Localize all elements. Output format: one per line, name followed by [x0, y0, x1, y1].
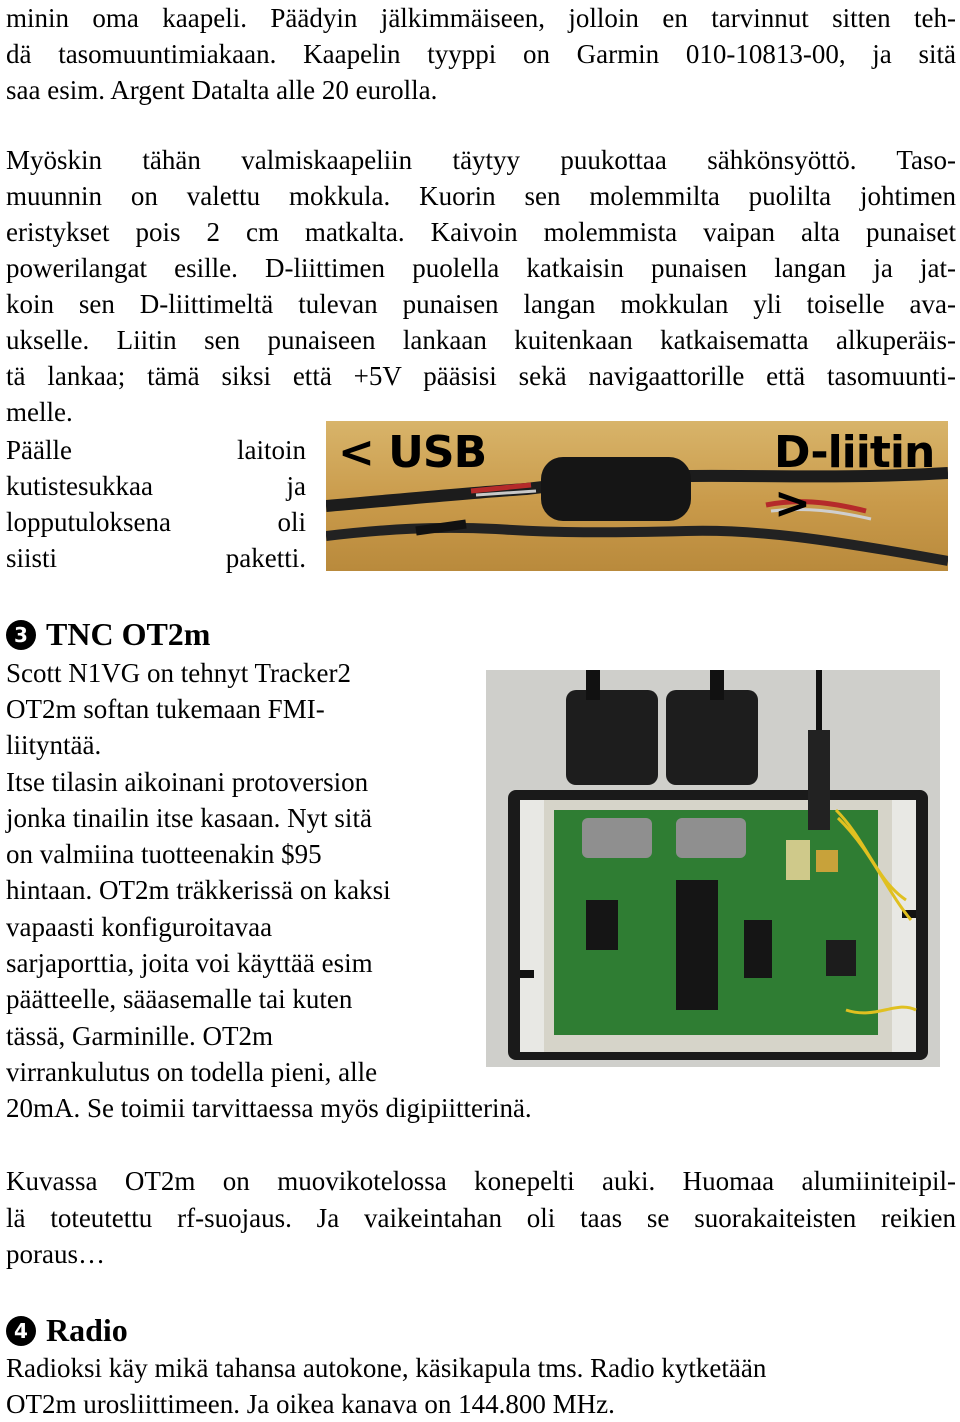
text-line: päätteelle, sääasemalle tai kuten	[6, 984, 353, 1014]
text-line: sarjaporttia, joita voi käyttää esim	[6, 948, 373, 978]
text-line	[6, 468, 306, 504]
text-line: saa esim. Argent Datalta alle 20 eurolla.	[6, 75, 438, 105]
text-line: Itse tilasin aikoinani protoversion	[6, 767, 369, 797]
text-line: OT2m softan tukemaan FMI-	[6, 694, 325, 724]
caption-line: lä toteutettu rf-suojaus. Ja vaikeintahan oli taas se suorakaiteisten reikien	[6, 1203, 956, 1233]
section-number-badge: 4	[6, 1316, 36, 1346]
text-line: eristykset pois 2 cm matkalta. Kaivoin molemmista vaipan alta punaiset	[6, 217, 956, 247]
section-heading-radio	[6, 1310, 128, 1350]
text-line	[6, 432, 306, 468]
text-line: Scott N1VG on tehnyt Tracker2	[6, 658, 351, 688]
board-illustration	[486, 670, 940, 1067]
text-line	[6, 504, 306, 540]
word: laitoin	[237, 435, 306, 465]
text-line: liityntää.	[6, 730, 102, 760]
text-line: muunnin on valettu mokkula. Kuorin sen molemmilta puolilta johtimen	[6, 181, 956, 211]
section-heading-tnc	[6, 614, 210, 654]
caption-line: Kuvassa OT2m on muovikotelossa konepelti auki. Huomaa alumiiniteipil-	[6, 1166, 956, 1196]
word: kutistesukkaa	[6, 471, 153, 501]
text-line	[6, 540, 306, 576]
text-line: Myöskin tähän valmiskaapeliin täytyy puukottaa sähkönsyöttö. Taso-	[6, 145, 956, 175]
text-line: virrankulutus on todella pieni, alle	[6, 1057, 378, 1087]
text-line: 20mA. Se toimii tarvittaessa myös digipiitterinä.	[6, 1093, 532, 1123]
usb-label: < USB	[338, 427, 487, 478]
word: Päälle	[6, 435, 72, 465]
section-title: Radio	[46, 1312, 128, 1348]
word: lopputuloksena	[6, 507, 171, 537]
text-line: dä tasomuuntimiakaan. Kaapelin tyyppi on Garmin 010-10813-00, ja sitä	[6, 39, 956, 69]
word: siisti	[6, 543, 58, 573]
tracker-board-photo	[486, 670, 940, 1067]
text-line: minin oma kaapeli. Päädyin jälkimmäiseen, jolloin en tarvinnut sitten teh-	[6, 3, 956, 33]
caption-line: poraus…	[6, 1239, 105, 1269]
text-line: Radioksi käy mikä tahansa autokone, käsikapula tms. Radio kytketään	[6, 1353, 767, 1383]
text-line: vapaasti konfiguroitavaa	[6, 912, 273, 942]
word: paketti.	[225, 543, 306, 573]
text-line: hintaan. OT2m träkkerissä on kaksi	[6, 875, 391, 905]
text-line: melle.	[6, 397, 73, 427]
text-line: OT2m urosliittimeen. Ja oikea kanava on 144.800 MHz.	[6, 1389, 615, 1419]
text-line: koin sen D-liittimeltä tulevan punaisen langan mokkulan yli toiselle ava-	[6, 289, 956, 319]
text-line: tässä, Garminille. OT2m	[6, 1021, 273, 1051]
text-line: ukselle. Liitin sen punaiseen lankaan kuitenkaan katkaisematta alkuperäis-	[6, 325, 956, 355]
text-line: powerilangat esille. D-liittimen puolella katkaisin punaisen langan ja jat-	[6, 253, 956, 283]
section-title: TNC OT2m	[46, 616, 211, 652]
section-number-badge: 3	[6, 620, 36, 650]
word: ja	[286, 471, 306, 501]
word: oli	[277, 507, 306, 537]
text-line: jonka tinailin itse kasaan. Nyt sitä	[6, 803, 372, 833]
text-line: tä lankaa; tämä siksi että +5V pääsisi sekä navigaattorille että tasomuunti-	[6, 361, 956, 391]
d-connector-label: D-liitin >	[774, 427, 935, 529]
cable-photo	[326, 421, 948, 571]
text-line: on valmiina tuotteenakin $95	[6, 839, 322, 869]
